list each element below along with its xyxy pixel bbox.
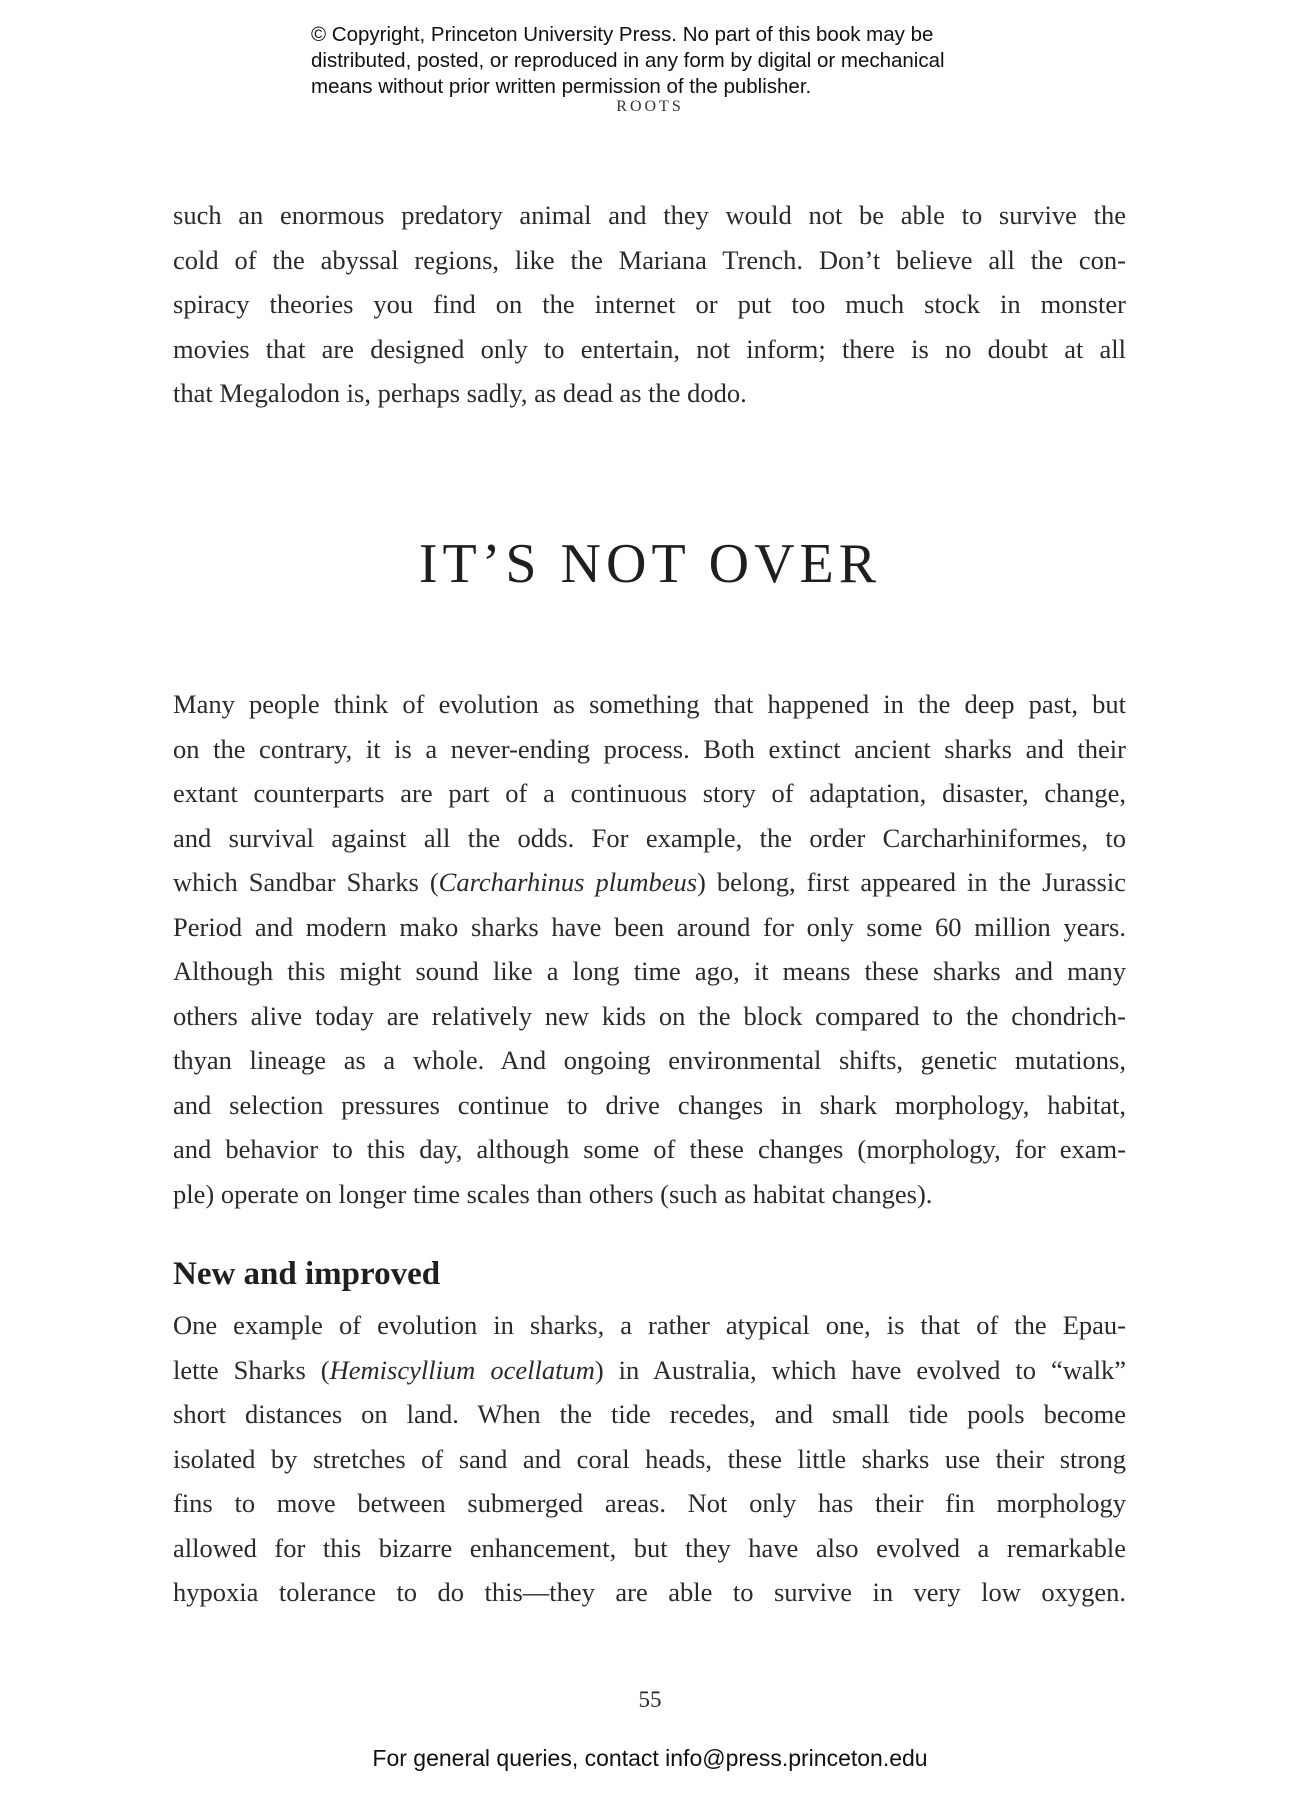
text-line: One example of evolution in sharks, a rather atypical one, is that of the Epau-: [173, 1310, 1126, 1340]
page-number: 55: [638, 1687, 662, 1712]
footer-contact: For general queries, contact info@press.princeton.edu: [372, 1745, 928, 1771]
text-line: and selection pressures continue to drive changes in shark morphology, habitat,: [173, 1089, 1126, 1120]
species-name-italic: Hemiscyllium ocellatum: [329, 1354, 595, 1385]
copyright-notice: [311, 22, 1031, 100]
section-title: IT’S NOT OVER: [418, 533, 882, 595]
paragraph-evolution: [173, 682, 1126, 1216]
text-line: movies that are designed only to entertain, not inform; there is no doubt at all: [173, 333, 1126, 364]
subheading: New and improved: [173, 1256, 441, 1292]
text-line: Period and modern mako sharks have been around for only some 60 million years.: [173, 911, 1126, 942]
running-head: ROOTS: [616, 98, 684, 115]
text-segment: lette Sharks (: [173, 1354, 330, 1385]
text-line: [173, 1348, 1126, 1393]
text-line: and behavior to this day, although some of these changes (morphology, for exam-: [173, 1134, 1126, 1164]
text-line: thyan lineage as a whole. And ongoing environmental shifts, genetic mutations,: [173, 1045, 1126, 1075]
text-line: on the contrary, it is a never-ending process. Both extinct ancient sharks and their: [173, 733, 1126, 764]
paragraph-epaulette: [173, 1303, 1126, 1615]
text-line: ple) operate on longer time scales than others (such as habitat changes).: [173, 1178, 933, 1209]
text-line: others alive today are relatively new kids on the block compared to the chondrich-: [173, 1000, 1126, 1031]
text-line: extant counterparts are part of a continuous story of adaptation, disaster, change,: [173, 778, 1126, 808]
text-line: cold of the abyssal regions, like the Mariana Trench. Don’t believe all the con-: [173, 244, 1126, 275]
text-line: fins to move between submerged areas. Not only has their fin morphology: [173, 1488, 1126, 1518]
copyright-line: distributed, posted, or reproduced in any form by digital or mechanical: [311, 49, 945, 72]
species-name-italic: Carcharhinus plumbeus: [438, 867, 698, 897]
paragraph-megalodon: [173, 193, 1126, 416]
text-line: such an enormous predatory animal and they would not be able to survive the: [173, 200, 1126, 230]
text-line: hypoxia tolerance to do this—they are able to survive in very low oxygen.: [173, 1577, 1126, 1607]
text-line: Many people think of evolution as something that happened in the deep past, but: [173, 689, 1126, 719]
text-line: Although this might sound like a long time ago, it means these sharks and many: [173, 956, 1126, 986]
text-segment: ) in Australia, which have evolved to “walk”: [594, 1354, 1126, 1385]
copyright-line: © Copyright, Princeton University Press. No part of this book may be: [311, 23, 934, 46]
text-segment: ) belong, first appeared in the Jurassic: [697, 867, 1126, 897]
copyright-line: means without prior written permission of the publisher.: [311, 75, 812, 98]
text-line: [173, 860, 1126, 905]
text-line: that Megalodon is, perhaps sadly, as dead as the dodo.: [173, 378, 747, 408]
text-line: isolated by stretches of sand and coral heads, these little sharks use their strong: [173, 1443, 1126, 1474]
text-segment: which Sandbar Sharks (: [173, 867, 439, 897]
text-line: and survival against all the odds. For example, the order Carcharhiniformes, to: [173, 822, 1126, 853]
text-line: spiracy theories you find on the internet or put too much stock in monster: [173, 289, 1126, 319]
text-line: allowed for this bizarre enhancement, but they have also evolved a remarkable: [173, 1532, 1126, 1563]
text-line: short distances on land. When the tide recedes, and small tide pools become: [173, 1399, 1126, 1429]
